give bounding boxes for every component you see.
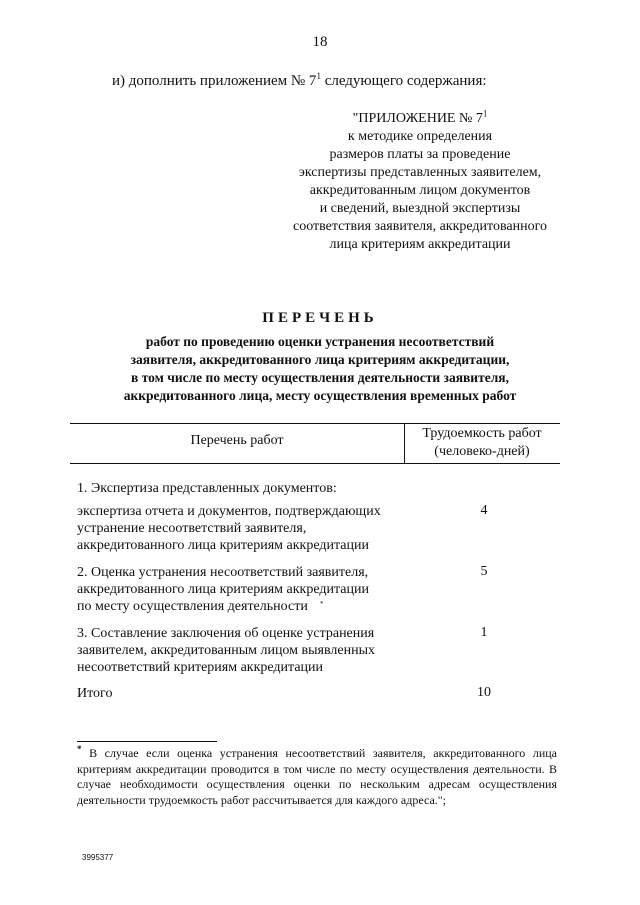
table-row-section-1 [77, 480, 407, 497]
intro-superscript: 1 [316, 71, 321, 81]
intro-paragraph [112, 73, 487, 90]
table-header-rule [70, 463, 560, 464]
column-header-labor-line: (человеко-дней) [434, 444, 530, 459]
row-text-line: 2. Оценка устранения несоответствий заявителя, [77, 565, 369, 580]
row-text-line: 1. Экспертиза представленных документов: [77, 481, 337, 496]
appendix-title [270, 110, 570, 128]
appendix-title-text: "ПРИЛОЖЕНИЕ № 7 [352, 111, 483, 126]
footnote-reference-mark: * [320, 600, 324, 608]
column-header-labor [404, 425, 560, 461]
appendix-line: к методике определения [347, 129, 493, 144]
row-text-line: 3. Составление заключения об оценке устранения [77, 626, 375, 641]
row-value: 5 [480, 564, 488, 579]
table-row-assessment [77, 564, 407, 615]
appendix-line: и сведений, выездной экспертизы [319, 201, 521, 216]
row-text-line: экспертиза отчета и документов, подтверждающих [77, 504, 381, 519]
page-number: 18 [312, 34, 328, 50]
appendix-line: аккредитованным лицом документов [309, 183, 531, 198]
row-text-line: Итого [77, 686, 113, 701]
document-code: 3995377 [82, 853, 114, 862]
appendix-line: лица критериям аккредитации [329, 237, 511, 252]
intro-text-before: и) дополнить приложением № 7 [112, 73, 317, 89]
list-subtitle-line: в том числе по месту осуществления деятельности заявителя, [131, 370, 509, 385]
column-header-labor-line: Трудоемкость работ [422, 426, 542, 441]
row-text-line: по месту осуществления деятельности [77, 599, 308, 614]
appendix-header [270, 110, 570, 254]
footnote [77, 746, 557, 808]
footnote-mark: * [77, 744, 82, 754]
footnote-text: В случае если оценка устранения несоответствий заявителя, аккредитованного лица критериям аккредитации проводится в том числе по месту осуществления деятельности. В случае необходимости осуществления оценки по нескольким адресам осуществления деятельности трудоемкость работ рассчитывается для каждого адреса."; [77, 746, 558, 807]
intro-text-after: следующего содержания: [320, 73, 487, 89]
row-text-line: аккредитованного лица критериям аккредитации [77, 538, 369, 553]
row-value-total: 10 [477, 685, 491, 700]
row-text-line: аккредитованного лица критериям аккредитации [77, 582, 369, 597]
appendix-title-superscript: 1 [482, 108, 488, 119]
list-subtitle-line: работ по проведению оценки устранения несоответствий [145, 334, 495, 349]
appendix-line: размеров платы за проведение [329, 147, 511, 162]
row-text-line: несоответствий критериям аккредитации [77, 660, 324, 675]
row-value: 4 [480, 503, 488, 518]
list-subtitle-line: заявителя, аккредитованного лица критериям аккредитации, [130, 352, 510, 367]
table-row-expertise [77, 503, 407, 554]
list-subtitle-line: аккредитованного лица, месту осуществления временных работ [123, 388, 517, 403]
table-top-rule [70, 423, 560, 424]
table-row-total [77, 685, 407, 702]
appendix-line: экспертизы представленных заявителем, [298, 165, 542, 180]
list-title: ПЕРЕЧЕНЬ [262, 310, 378, 326]
footnote-rule [77, 741, 217, 742]
appendix-line: соответствия заявителя, аккредитованного [292, 219, 547, 234]
table-row-conclusion [77, 625, 407, 676]
column-header-works: Перечень работ [190, 433, 284, 448]
list-subtitle [80, 333, 560, 405]
row-text-line: заявителем, аккредитованным лицом выявленных [77, 643, 375, 658]
row-text-line: устранение несоответствий заявителя, [77, 521, 307, 536]
row-value: 1 [480, 625, 488, 640]
